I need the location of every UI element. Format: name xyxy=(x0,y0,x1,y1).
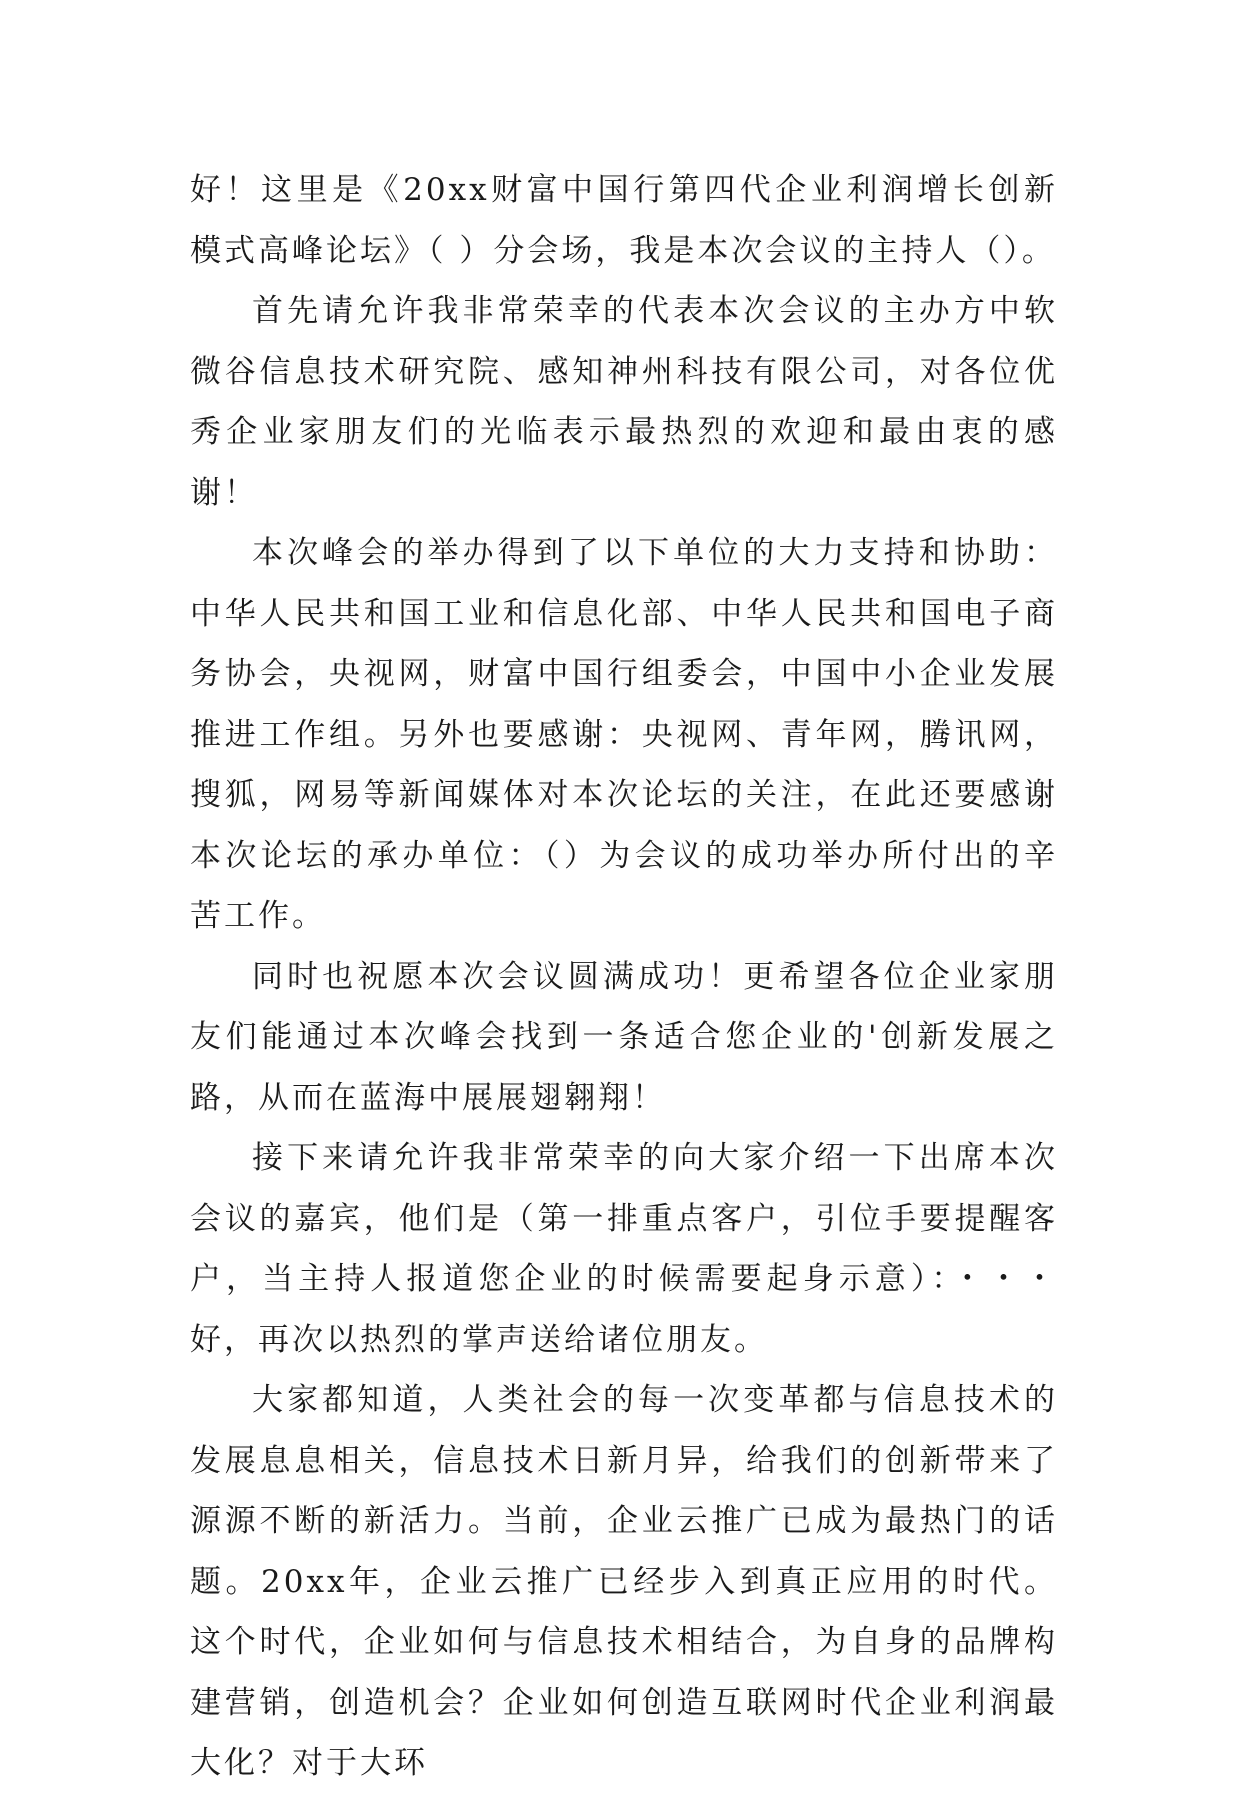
paragraph-topic-intro: 大家都知道，人类社会的每一次变革都与信息技术的发展息息相关，信息技术日新月异，给我们的创新带来了源源不断的新活力。当前，企业云推广已成为最热门的话题。20xx年，企业云推广已经步入到真正应用的时代。这个时代，企业如何与信息技术相结合，为自身的品牌构建营销，创造机会？企业如何创造互联网时代企业利润最大化？对于大环 xyxy=(190,1382,1058,1781)
paragraph-acknowledgements: 本次峰会的举办得到了以下单位的大力支持和协助：中华人民共和国工业和信息化部、中华人民共和国电子商务协会，央视网，财富中国行组委会，中国中小企业发展推进工作组。另外也要感谢：央视网、青年网，腾讯网，搜狐，网易等新闻媒体对本次论坛的关注，在此还要感谢本次论坛的承办单位：（）为会议的成功举办所付出的辛苦工作。 xyxy=(190,535,1058,934)
paragraph-opening-continuation: 好！这里是《20xx财富中国行第四代企业利润增长创新模式高峰论坛》（ ）分会场，我是本次会议的主持人（）。 xyxy=(190,172,1058,269)
paragraph-wishes: 同时也祝愿本次会议圆满成功！更希望各位企业家朋友们能通过本次峰会找到一条适合您企业的'创新发展之路，从而在蓝海中展展翅翱翔！ xyxy=(190,958,1058,1116)
paragraph-welcome: 首先请允许我非常荣幸的代表本次会议的主办方中软微谷信息技术研究院、感知神州科技有限公司，对各位优秀企业家朋友们的光临表示最热烈的欢迎和最由衷的感谢！ xyxy=(190,293,1058,511)
document-body xyxy=(190,160,1058,1794)
paragraph-guest-introduction: 接下来请允许我非常荣幸的向大家介绍一下出席本次会议的嘉宾，他们是（第一排重点客户，引位手要提醒客户，当主持人报道您企业的时候需要起身示意）：・・・好，再次以热烈的掌声送给诸位朋友。 xyxy=(190,1140,1058,1358)
